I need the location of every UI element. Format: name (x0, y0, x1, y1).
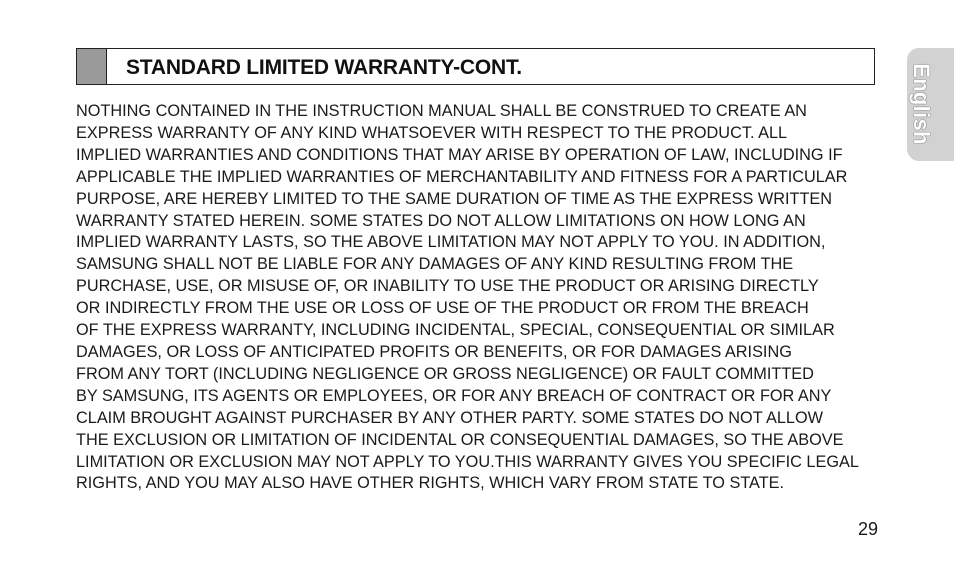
section-title: STANDARD LIMITED WARRANTY-CONT. (126, 56, 522, 79)
paragraph-line: SAMSUNG SHALL NOT BE LIABLE FOR ANY DAMAGES OF ANY KIND RESULTING FROM THE (76, 255, 794, 274)
page-number: 29 (857, 519, 878, 539)
paragraph-line: NOTHING CONTAINED IN THE INSTRUCTION MANUAL SHALL BE CONSTRUED TO CREATE AN (76, 102, 807, 120)
warranty-paragraph (76, 101, 882, 495)
paragraph-line: DAMAGES, OR LOSS OF ANTICIPATED PROFITS OR BENEFITS, OR FOR DAMAGES ARISING (76, 342, 792, 361)
paragraph-line: CLAIM BROUGHT AGAINST PURCHASER BY ANY OTHER PARTY. SOME STATES DO NOT ALLOW (76, 408, 824, 427)
paragraph-line: PURPOSE, ARE HEREBY LIMITED TO THE SAME DURATION OF TIME AS THE EXPRESS WRITTEN (76, 189, 833, 208)
paragraph-line: EXPRESS WARRANTY OF ANY KIND WHATSOEVER WITH RESPECT TO THE PRODUCT. ALL (76, 123, 788, 142)
paragraph-line: LIMITATION OR EXCLUSION MAY NOT APPLY TO YOU.THIS WARRANTY GIVES YOU SPECIFIC LEGAL (76, 452, 859, 471)
paragraph-line: BY SAMSUNG, ITS AGENTS OR EMPLOYEES, OR FOR ANY BREACH OF CONTRACT OR FOR ANY (76, 386, 832, 405)
paragraph-line: WARRANTY STATED HEREIN. SOME STATES DO NOT ALLOW LIMITATIONS ON HOW LONG AN (76, 211, 806, 230)
section-header (76, 48, 875, 85)
paragraph-line: IMPLIED WARRANTIES AND CONDITIONS THAT MAY ARISE BY OPERATION OF LAW, INCLUDING IF (76, 145, 843, 164)
paragraph-line: APPLICABLE THE IMPLIED WARRANTIES OF MERCHANTABILITY AND FITNESS FOR A PARTICULAR (76, 167, 848, 186)
paragraph-line: OF THE EXPRESS WARRANTY, INCLUDING INCIDENTAL, SPECIAL, CONSEQUENTIAL OR SIMILAR (76, 321, 835, 340)
paragraph-line: FROM ANY TORT (INCLUDING NEGLIGENCE OR GROSS NEGLIGENCE) OR FAULT COMMITTED (76, 364, 814, 383)
language-tab (907, 48, 954, 161)
language-tab-label: English (909, 63, 934, 145)
paragraph-line: IMPLIED WARRANTY LASTS, SO THE ABOVE LIMITATION MAY NOT APPLY TO YOU. IN ADDITION, (76, 233, 826, 252)
paragraph-line: THE EXCLUSION OR LIMITATION OF INCIDENTAL OR CONSEQUENTIAL DAMAGES, SO THE ABOVE (76, 430, 844, 449)
paragraph-line: PURCHASE, USE, OR MISUSE OF, OR INABILITY TO USE THE PRODUCT OR ARISING DIRECTLY (76, 277, 819, 296)
paragraph-line: OR INDIRECTLY FROM THE USE OR LOSS OF USE OF THE PRODUCT OR FROM THE BREACH (76, 299, 809, 318)
paragraph-line: RIGHTS, AND YOU MAY ALSO HAVE OTHER RIGHTS, WHICH VARY FROM STATE TO STATE. (76, 474, 785, 493)
header-marker-block (77, 49, 107, 84)
